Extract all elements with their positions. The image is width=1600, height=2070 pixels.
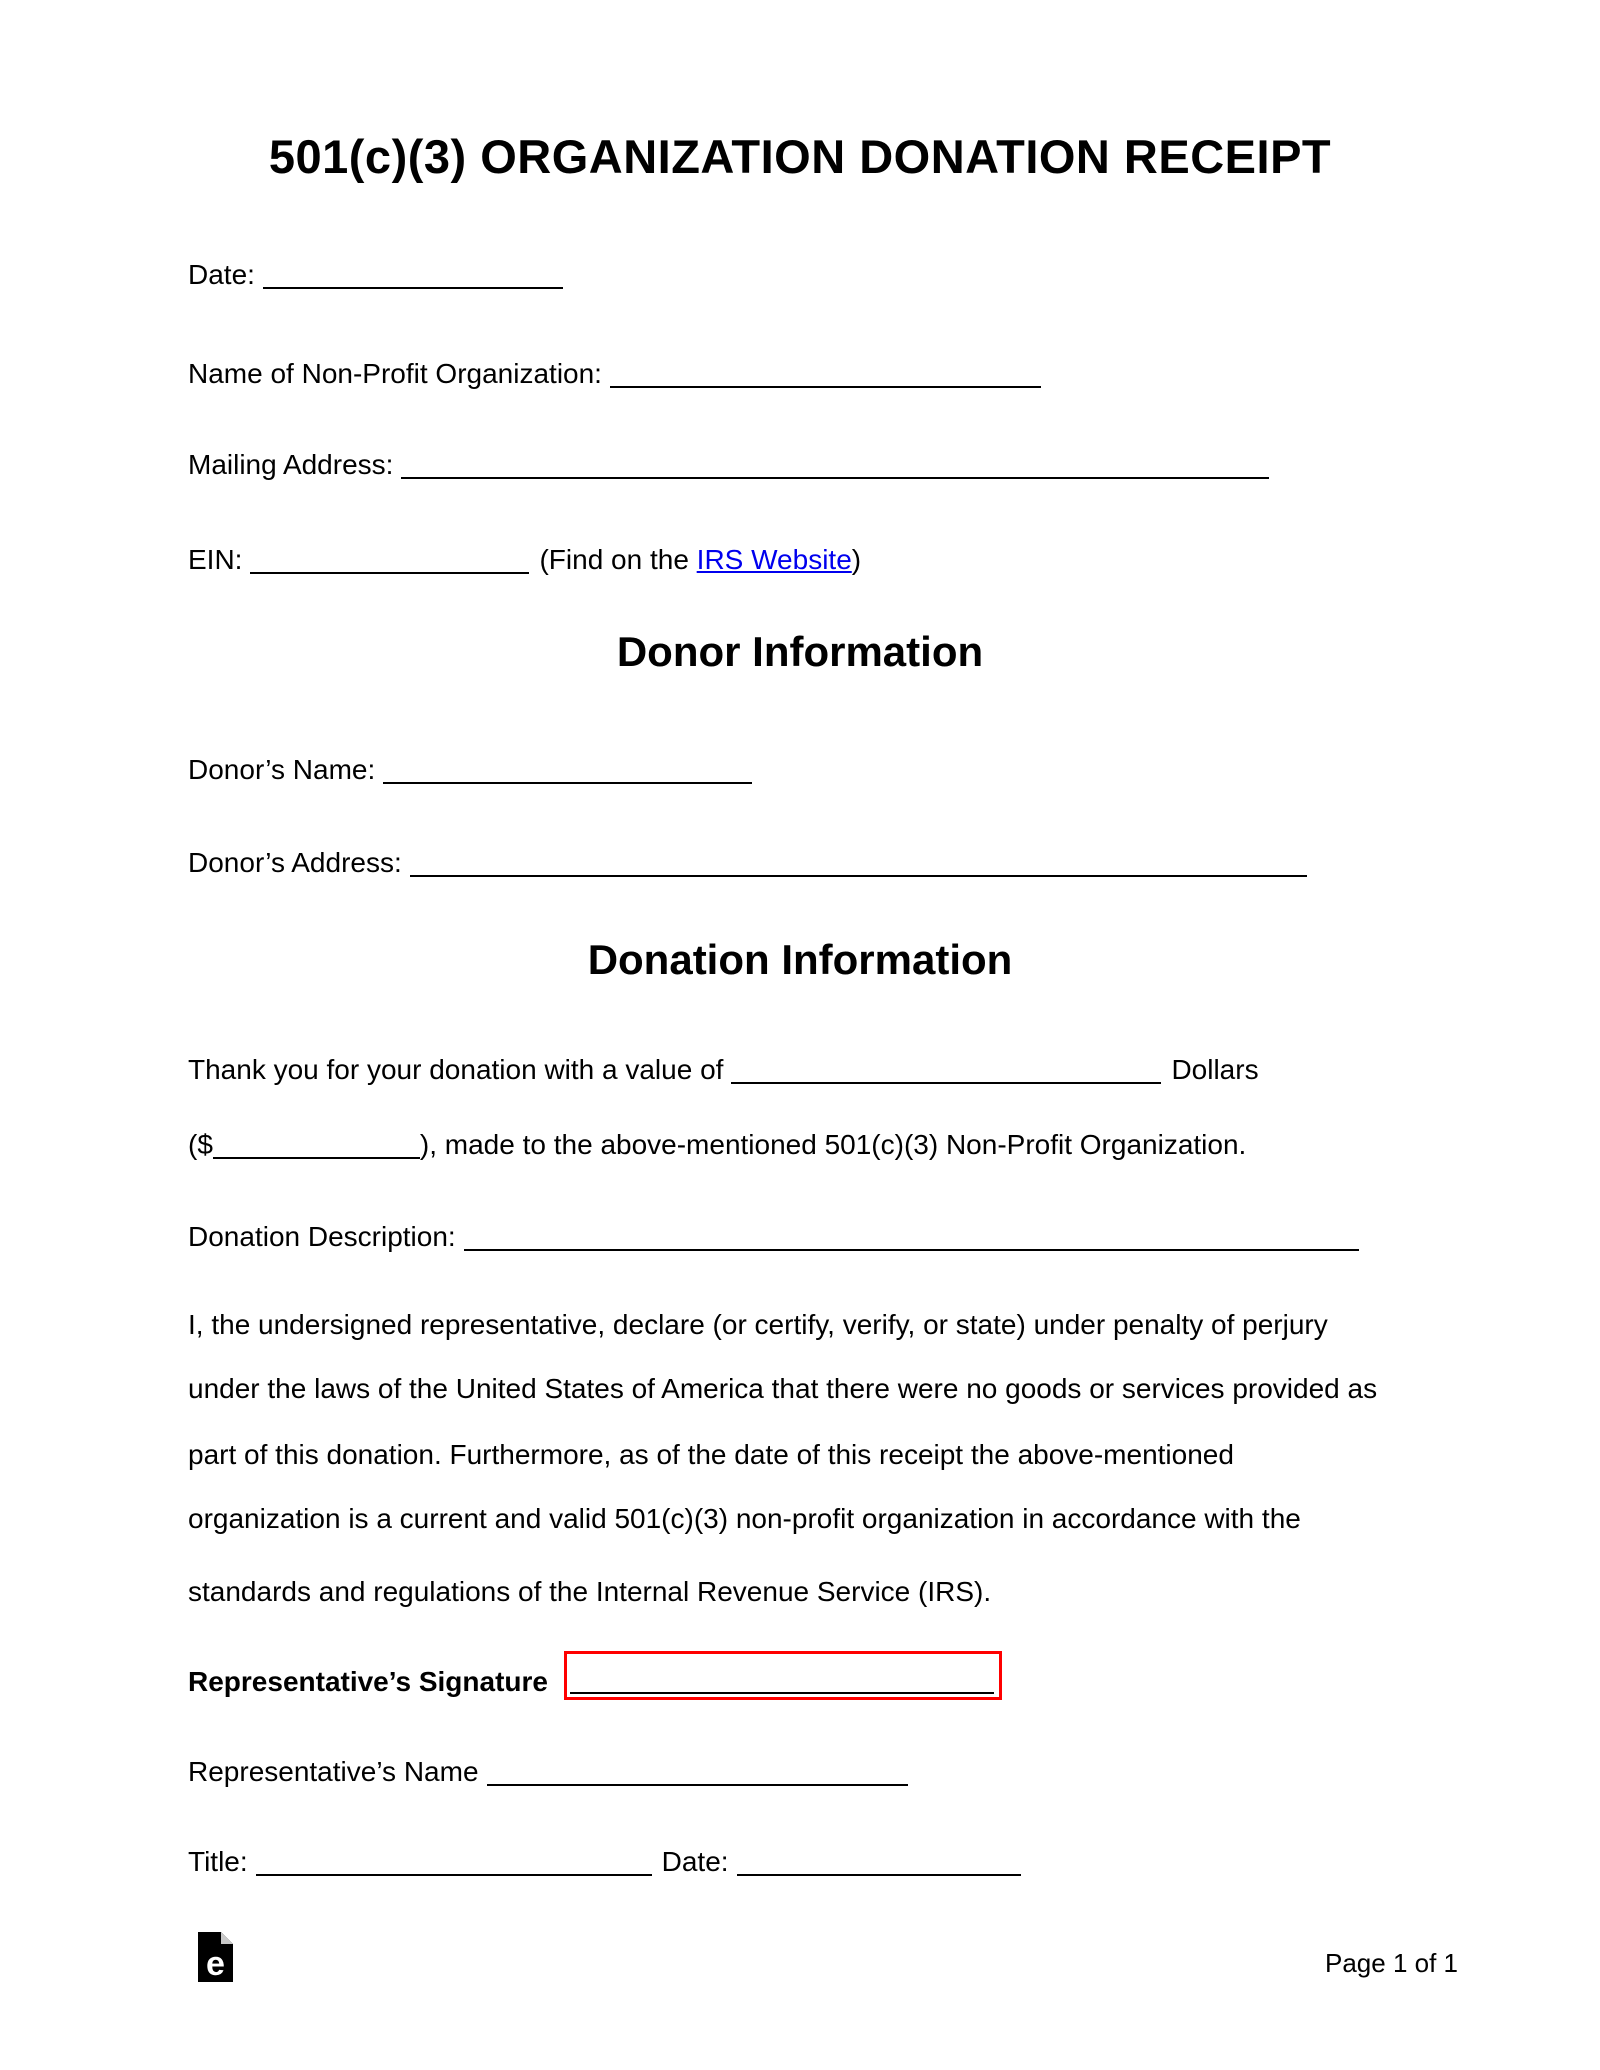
declaration-line: organization is a current and valid 501(c)(3) non-profit organization in accordance with the (188, 1503, 1301, 1534)
irs-website-link[interactable]: IRS Website (696, 544, 852, 575)
date-row (188, 261, 563, 289)
donation-value-text: Thank you for your donation with a value of (188, 1054, 724, 1085)
donation-value-blank (731, 1064, 1161, 1084)
representative-name-label: Representative’s Name (188, 1756, 479, 1787)
declaration-line: under the laws of the United States of America that there were no goods or services provided as (188, 1373, 1378, 1404)
donation-information-heading: Donation Information (587, 936, 1013, 983)
nonprofit-name-blank (610, 368, 1041, 388)
declaration-line: standards and regulations of the Internal Revenue Service (IRS). (188, 1576, 992, 1607)
title-date-row (188, 1848, 1021, 1876)
document-page-icon (198, 1932, 233, 1982)
ein-row (188, 546, 861, 574)
donor-name-label: Donor’s Name: (188, 754, 376, 785)
nonprofit-name-label: Name of Non-Profit Organization: (188, 358, 602, 389)
title-label: Title: (188, 1846, 248, 1877)
amount-prefix: ($ (188, 1129, 213, 1160)
representative-name-blank (487, 1766, 908, 1786)
donor-information-heading: Donor Information (616, 628, 984, 675)
page-indicator: Page 1 of 1 (1325, 1948, 1458, 1978)
donation-description-row (188, 1223, 1359, 1251)
donation-value-row (188, 1056, 1259, 1084)
date-blank (263, 269, 563, 289)
eforms-logo-letter: e (206, 1945, 225, 1982)
donor-address-row (188, 849, 1307, 877)
donor-address-label: Donor’s Address: (188, 847, 402, 878)
nonprofit-name-row (188, 360, 1041, 388)
amount-blank (213, 1139, 420, 1159)
representative-signature-row (188, 1668, 548, 1696)
representative-signature-field[interactable] (564, 1651, 1002, 1700)
ein-note-prefix: (Find on the (539, 544, 689, 575)
dollars-label: Dollars (1171, 1054, 1259, 1085)
ein-note-suffix: ) (851, 544, 862, 575)
declaration-line: part of this donation. Furthermore, as of the date of this receipt the above-mentioned (188, 1439, 1234, 1470)
bottom-date-blank (737, 1856, 1021, 1876)
declaration-line: I, the undersigned representative, declare (or certify, verify, or state) under penalty of perjury (188, 1309, 1328, 1340)
donation-description-blank (464, 1231, 1359, 1251)
signature-line (570, 1692, 994, 1694)
mailing-address-label: Mailing Address: (188, 449, 394, 480)
bottom-date-label: Date: (661, 1846, 729, 1877)
eforms-logo (198, 1932, 233, 1982)
donation-description-label: Donation Description: (188, 1221, 456, 1252)
representative-name-row (188, 1758, 908, 1786)
donor-name-blank (383, 764, 752, 784)
ein-label: EIN: (188, 544, 243, 575)
amount-suffix: ), made to the above-mentioned 501(c)(3) Non-Profit Organization. (419, 1129, 1247, 1160)
donation-amount-row (188, 1131, 1246, 1159)
donor-name-row (188, 756, 752, 784)
ein-blank (250, 554, 529, 574)
donor-address-blank (410, 857, 1307, 877)
representative-signature-label: Representative’s Signature (188, 1666, 548, 1697)
title-blank (256, 1856, 652, 1876)
page-title: 501(c)(3) ORGANIZATION DONATION RECEIPT (268, 130, 1332, 183)
mailing-address-blank (401, 459, 1269, 479)
date-label: Date: (188, 259, 255, 290)
mailing-address-row (188, 451, 1269, 479)
